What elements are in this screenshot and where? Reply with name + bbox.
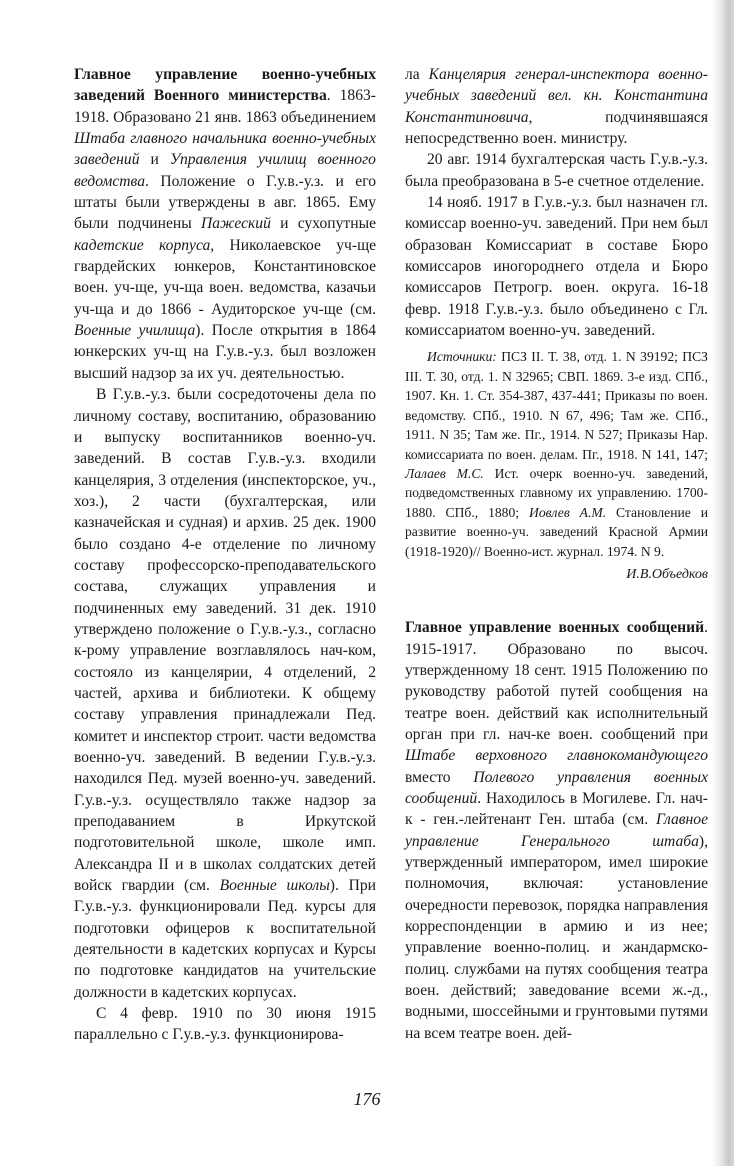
italic-run: Управления училищ военного ведомства	[74, 151, 376, 190]
text-run: ПСЗ II. Т. 38, отд. 1. N 39192; ПСЗ III. Т. 30, отд. 1. N 32965; СВП. 1869. 3-е изд. СПб., 1907. Кн. 1. Ст. 354-387, 437-441; Приказы по воен. ведомству. СПб., 1910. N 67, 496; Там же. СПб., 1911. N 35; Там же. Пг., 1914. N 527; Приказы Нар. комиссариата по воен. делам. Пг., 1918. N 141, 147;	[405, 349, 708, 462]
italic-run: Полевого управления военных сообщений	[405, 768, 708, 808]
article2-body-runs	[405, 619, 708, 1042]
article1-paragraph-3-continued	[405, 64, 708, 149]
italic-run: Штабе верховного главнокомандующего	[405, 747, 708, 765]
scan-edge-shadow	[712, 0, 734, 1166]
article1-paragraph-2	[74, 384, 376, 1003]
left-column	[74, 64, 376, 1046]
italic-run: Лалаев М.С.	[405, 465, 484, 481]
text-run: Становление и развитие военно-уч. заведений Красной Армии (1918-1920)// Военно-ист. журнал. 1974. N 9.	[405, 504, 709, 559]
right-column	[405, 64, 708, 1044]
article1-p1-runs	[74, 87, 376, 381]
text-run: В Г.у.в.-у.з. были сосредоточены дела по личному составу, воспитанию, образованию и выпуску воспитанников военно-уч. заведений. В состав Г.у.в.-у.з. входили канцелярия, 3 отделения (инспекторское, уч., хоз.), 2 части (бухгалтерская, или казначейская и судная) и архив. 25 дек. 1900 было создано 4-е отделение по личному составу профессорско-преподавательского состава, служащих управления и подчиненных ему заведений. 31 дек. 1910 утверждено положение о Г.у.в.-у.з., согласно к-рому управление возглавлялось нач-ком, состояло из канцелярии, 4 отделений, 2 частей, архива и библиотеки. К общему составу управления принадлежали Пед. комитет и инспектор строит. части ведомства военно-уч. заведений. В ведении Г.у.в.-у.з. находился Пед. музей военно-уч. заведений. Г.у.в.-у.з. осуществляло также надзор за преподаванием в Иркутской подготовительной школе, школе имп. Александра II и в школах солдатских детей войск гвардии (см.	[74, 386, 376, 895]
text-run: , Николаевское уч-ще гвардейских юнкеров, Константиновское воен. уч-ще, уч-ща воен. ведомства, казачьи уч-ща и до 1866 - Аудиторское уч-ще (см.	[74, 236, 376, 318]
article2-title: Главное управление военных сообщений	[405, 619, 705, 637]
text-run: С 4 февр. 1910 по 30 июня 1915 параллельно с Г.у.в.-у.з. функционирова-	[74, 1005, 376, 1044]
text-run: . Находилось в Могилеве. Гл. нач-к - ген.-лейтенант Ген. штаба (см.	[405, 790, 708, 829]
article1-paragraph-3	[74, 1003, 376, 1046]
italic-run: Военные училища	[74, 322, 196, 340]
text-run: . 1915-1917. Образовано по высоч. утвержденному 18 сент. 1915 Положению по руководству работой путей сообщения на театре воен. действий как исполнительный орган при гл. нач-ке воен. сообщений при	[405, 619, 708, 743]
text-run: 20 авг. 1914 бухгалтерская часть Г.у.в.-у.з. была преобразована в 5-е счетное отделение.	[405, 151, 708, 190]
article1-title: Главное управление военно-учебных заведений Военного министерства	[74, 66, 376, 105]
italic-run: Штаба главного начальника военно-учебных заведений	[74, 130, 376, 169]
article1-paragraph-1	[74, 64, 376, 384]
text-run: Ист. очерк военно-уч. заведений, подведомственных главному их управлению. 1700-1880. СПб., 1880;	[405, 465, 708, 520]
article1-paragraph-4	[405, 149, 708, 192]
italic-run: Канцелярия генерал-инспектора военно-учебных заведений вел. кн. Константина Константиновича	[405, 66, 708, 126]
italic-run: Главное управление Генерального штаба	[405, 811, 708, 850]
article1-author: И.В.Объедков	[626, 566, 708, 582]
italic-run: Пажеский	[201, 215, 271, 233]
text-run: ). После открытия в 1864 юнкерских уч-щ на Г.у.в.-у.з. был возложен высший надзор за их уч. деятельностью.	[74, 322, 376, 382]
text-run: вместо	[405, 768, 474, 786]
italic-run: Военные школы	[219, 877, 330, 895]
text-run: . 1863-1918. Образовано 21 янв. 1863 объединением	[74, 87, 377, 126]
italic-run: кадетские корпуса	[74, 236, 211, 254]
page-number: 176	[353, 1089, 381, 1109]
article1-paragraph-5	[405, 192, 708, 341]
italic-run: Источники:	[427, 349, 497, 365]
article1-sources	[405, 347, 708, 560]
italic-run: Иовлев А.М.	[529, 504, 607, 520]
text-run: и	[139, 151, 170, 169]
text-run: 14 нояб. 1917 в Г.у.в.-у.з. был назначен гл. комиссар военно-уч. заведений. При нем был образован Комиссариат в составе Бюро комиссаров иногороднего отдела и Бюро комиссаров Петрогр. воен. округа. 16-18 февр. 1918 Г.у.в.-у.з. было объединено с Гл. комиссариатом военно-уч. заведений.	[405, 194, 708, 340]
text-run: ). При Г.у.в.-у.з. функционировали Пед. курсы для подготовки офицеров к воспитательной деятельности в кадетских корпусах и Курсы по подготовке кандидатов на учительские должности в кадетских корпусах.	[74, 877, 376, 1001]
article2-paragraph-1	[405, 617, 708, 1044]
text-run: . Положение о Г.у.в.-у.з. и его штаты были утверждены в авг. 1865. Ему были подчинены	[74, 172, 376, 233]
text-run: ла	[405, 66, 429, 83]
text-run: и сухопутные	[270, 215, 376, 233]
text-run: , подчинявшаяся непосредственно воен. министру.	[405, 108, 708, 148]
text-run: ), утвержденный императором, имел широкие полномочия, включая: установление очередности перевозок, порядка направления корреспонденции в армию и из нее; управление военно-полиц. и жандармско-полиц. службами на путях сообщения театра воен. действий; заведование всеми ж.-д., водными, шоссейными и грунтовыми путями на всем театре воен. дей-	[405, 832, 708, 1042]
